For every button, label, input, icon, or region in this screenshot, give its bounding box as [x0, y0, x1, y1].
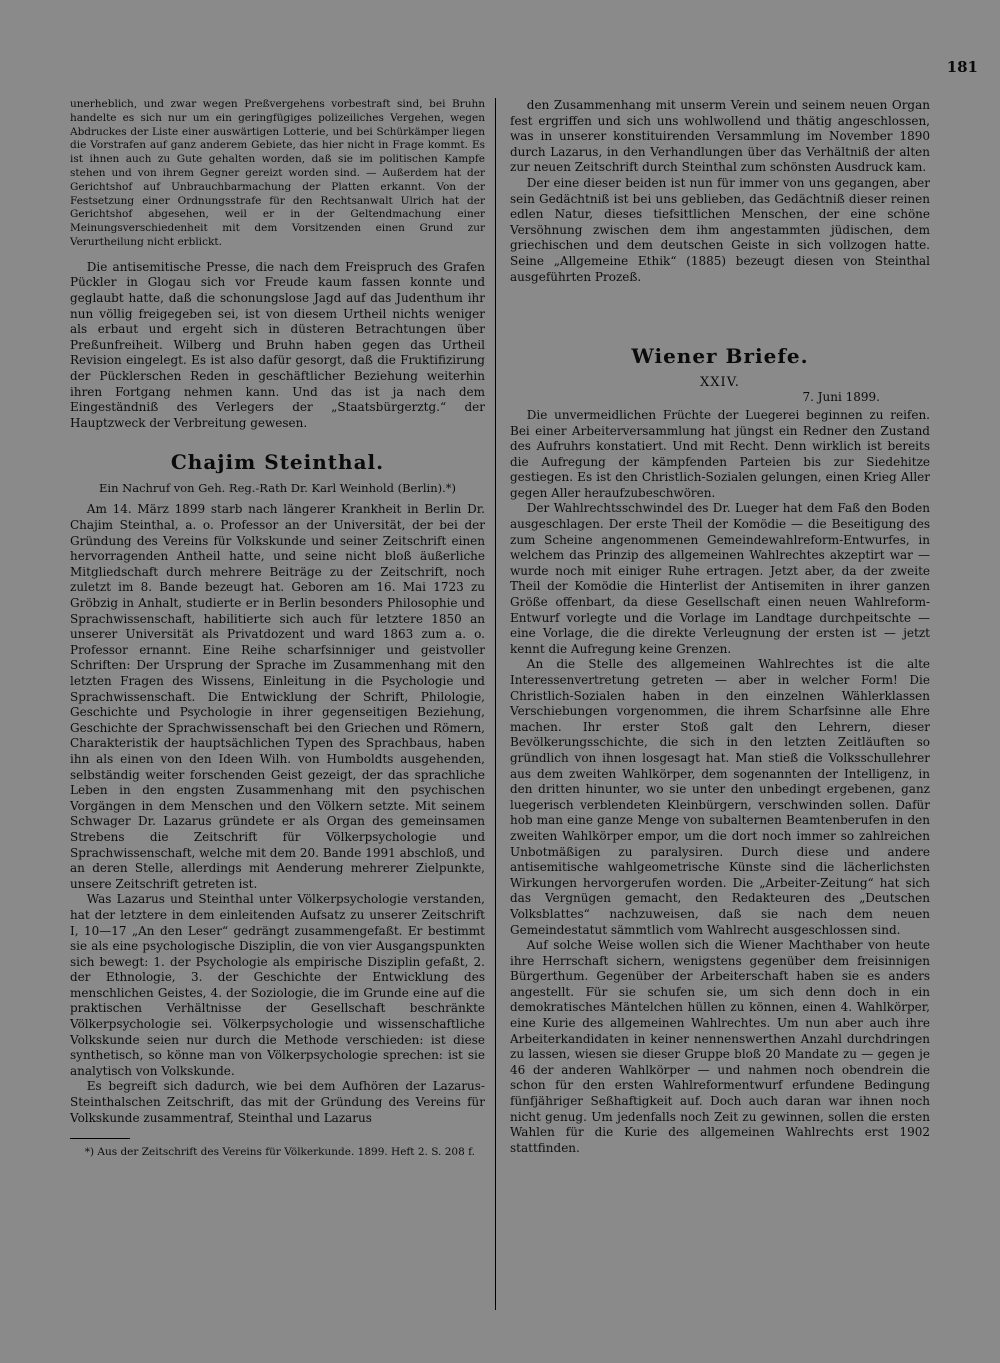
footnote-divider — [70, 1138, 130, 1139]
lead-in-text — [70, 98, 485, 250]
article-title: Chajim Steinthal. — [170, 450, 385, 475]
column-divider — [495, 98, 496, 1310]
body-paragraph: den Zusammenhang mit unserm Verein und seinem neuen Organ fest ergriffen und sich uns wohlwollend und thätig angeschlossen, was in unserer konstituirenden Versammlung im November 1890 durch Lazarus, in den Verhandlungen über das Verhältniß der alten zur neuen Zeitschrift durch Steinthal zum schönsten Ausdruck kam. — [510, 98, 930, 175]
body-paragraph: Was Lazarus und Steinthal unter Völkerpsychologie verstanden, hat der letztere in dem einleitenden Aufsatz zu unserer Zeitschrift I, 10—17 „An den Leser“ gedrängt zusammengefaßt. Er bestimmt sie als eine psychologische Disziplin, die von vier Ausgangspunkten sich bewegt: 1. der Psychologie als empirische Disziplin gefaßt, 2. der Ethnologie, 3. der Geschichte der Entwicklung des menschlichen Geistes, 4. der Soziologie, die im Grunde eine auf die praktischen Verhältnisse der Gesellschaft beschränkte Völkerpsychologie sei. Völkerpsychologie und wissenschaftliche Volkskunde seien nur durch die Methode verschieden: ist diese synthetisch, so könne man von Völkerpsychologie sprechen: ist sie analytisch von Volkskunde. — [70, 892, 485, 1078]
article-number: XXIV. — [700, 374, 740, 390]
footnote: *) Aus der Zeitschrift des Vereins für Völkerkunde. 1899. Heft 2. S. 208 f. — [84, 1146, 475, 1159]
right-column — [510, 98, 930, 1156]
body-paragraph: Der eine dieser beiden ist nun für immer von uns gegangen, aber sein Gedächtniß ist bei uns geblieben, das Gedächtniß dieser reinen edlen Natur, dieses tiefsittlichen Menschen, der eine schöne Versöhnung zwischen dem ihm angestammten jüdischen, dem griechischen und dem deutschen Geiste in sich vollzogen hatte. Seine „Allgemeine Ethik“ (1885) bezeugt diesen von Steinthal ausgeführten Prozeß. — [510, 175, 930, 284]
article-byline: Ein Nachruf von Geh. Reg.-Rath Dr. Karl Weinhold (Berlin).*) — [99, 480, 456, 495]
article-steinthal — [70, 450, 485, 1159]
left-column — [70, 98, 485, 1159]
body-paragraph: Auf solche Weise wollen sich die Wiener Machthaber von heute ihre Herrschaft sichern, wenigstens gegenüber dem freisinnigen Bürgerthum. Gegenüber der Arbeiterschaft haben sie es anders angestellt. Für sie schufen sie, um sich denn doch in ein demokratisches Mäntelchen hüllen zu können, einen 4. Wahlkörper, eine Kurie des allgemeinen Wahlrechtes. Um nun aber auch ihre Arbeiterkandidaten in keiner nennenswerthen Anzahl durchdringen zu lassen, wiesen sie dieser Gruppe bloß 20 Mandate zu — gegen je 46 der anderen Wahlkörper — und nahmen noch obendrein die schon für den ersten Wahlreformentwurf erfundene Bedingung fünfjähriger Seßhaftigkeit auf. Doch auch daran war ihnen noch nicht genug. Um jedenfalls noch Zeit zu gewinnen, sollen die ersten Wahlen für die Kurie des allgemeinen Wahlrechts erst 1902 stattfinden. — [510, 938, 930, 1155]
lead-in-paragraph: unerheblich, und zwar wegen Preßvergehens vorbestraft sind, bei Bruhn handelte es sich nur um ein geringfügiges polizeiliches Vergehen, wegen Abdruckes der Liste einer auswärtigen Lotterie, und bei Schürkämper liegen die Vorstrafen auf ganz anderem Gebiete, das hier nicht in Frage kommt. Es ist ihnen auch zu Gute gehalten worden, daß sie im politischen Kampfe stehen und von ihrem Gegner gereizt worden sind. — Außerdem hat der Gerichtshof auf Unbrauchbarmachung der Platten erkannt. Von der Festsetzung einer Ordnungsstrafe für den Rechtsanwalt Ulrich hat der Gerichtshof abgesehen, weil er in der Geltendmachung einer Meinungsverschiedenheit mit dem Vorsitzenden einen Grund zur Verurtheilung nicht erblickt. — [70, 98, 485, 248]
article-wiener-briefe — [510, 344, 930, 1156]
body-paragraph: Der Wahlrechtsschwindel des Dr. Lueger hat dem Faß den Boden ausgeschlagen. Der erste Theil der Komödie — die Beseitigung des zum Scheine angenommenen Gemeindewahlreform-Entwurfes, in welchem das Prinzip des allgemeinen Wahlrechtes akzeptirt war — wurde noch mit einiger Ruhe ertragen. Jetzt aber, da der zweite Theil der Komödie die Hinterlist der Antisemiten in ihrer ganzen Größe offenbart, da diese Gesellschaft einen neuen Wahlreform-Entwurf vorlegte und die Vorlage im Landtage durchpeitschte — eine Vorlage, die die direkte Verleugnung der ersten ist — jetzt kennt die Aufregung keine Grenzen. — [510, 501, 930, 656]
article-title: Wiener Briefe. — [631, 344, 809, 369]
body-paragraph: Es begreift sich dadurch, wie bei dem Aufhören der Lazarus-Steinthalschen Zeitschrift, das mit der Gründung des Vereins für Volkskunde zusammentraf, Steinthal und Lazarus — [70, 1079, 485, 1125]
body-paragraph: Die unvermeidlichen Früchte der Luegerei beginnen zu reifen. Bei einer Arbeiterversammlung hat jüngst ein Redner den Zustand des Aufruhrs konstatiert. Und mit Recht. Denn wirklich ist bereits die Aufregung der kämpfenden Parteien bis zur Siedehitze gestiegen. Es ist den Christlich-Sozialen gelungen, einen Krieg Aller gegen Aller heraufzubeschwören. — [510, 407, 930, 500]
body-paragraph: Am 14. März 1899 starb nach längerer Krankheit in Berlin Dr. Chajim Steinthal, a. o. Professor an der Universität, der bei der Gründung des Vereins für Volkskunde und seiner Zeitschrift einen hervorragenden Antheil hatte, und seine nicht bloß äußerliche Mitgliedschaft durch mehrere Beiträge zu der Zeitschrift, noch zuletzt im 8. Bande bezeugt hat. Geboren am 16. Mai 1723 zu Gröbzig in Anhalt, studierte er in Berlin besonders Philosophie und Sprachwissenschaft, habilitierte sich auch für letztere 1850 an unserer Universität als Privatdozent und ward 1863 zum a. o. Professor ernannt. Eine Reihe scharfsinniger und geistvoller Schriften: Der Ursprung der Sprache im Zusammenhang mit den letzten Fragen des Wissens, Einleitung in die Psychologie und Sprachwissenschaft. Die Entwicklung der Schrift, Philologie, Geschichte und Psychologie in ihrer gegenseitigen Beziehung, Geschichte der Sprachwissenschaft bei den Griechen und Römern, Charakteristik der hauptsächlichen Typen des Sprachbaus, haben ihn als einen von den Ideen Wilh. von Humboldts ausgehenden, selbständig weiter forschenden Geist gezeigt, der das sprachliche Leben in den engsten Zusammenhang mit den psychischen Vorgängen in dem Menschen und den Völkern setzte. Mit seinem Schwager Dr. Lazarus gründete er als Organ des gemeinsamen Strebens die Zeitschrift für Völkerpsychologie und Sprachwissenschaft, welche mit dem 20. Bande 1991 abschloß, und an deren Stelle, allerdings mit Aenderung mehrerer Zielpunkte, unsere Zeitschrift getreten ist. — [70, 502, 485, 891]
body-paragraph: Die antisemitische Presse, die nach dem Freispruch des Grafen Pückler in Glogau sich vor Freude kaum fassen konnte und geglaubt hatte, daß die schonungslose Jagd auf das Judenthum ihr nun völlig freigegeben sei, ist von diesem Urtheil nichts weniger als erbaut und ergeht sich in düsteren Betrachtungen über Preßunfreiheit. Wilberg und Bruhn haben gegen das Urtheil Revision eingelegt. Es ist also dafür gesorgt, daß die Fruktifizirung der Pücklerschen Reden in geschäftlicher Beziehung weiterhin ihren Fortgang nehmen kann. Und das ist ja nach dem Eingeständniß des Verlegers der „Staatsbürgerztg.“ der Hauptzweck der Verbreitung gewesen. — [70, 259, 485, 430]
article-date: 7. Juni 1899. — [802, 390, 880, 405]
page-number: 181 — [946, 58, 978, 76]
body-paragraph: An die Stelle des allgemeinen Wahlrechtes ist die alte Interessenvertretung getreten — aber in welcher Form! Die Christlich-Sozialen haben in den einzelnen Wählerklassen Verschiebungen vorgenommen, die ihrem Scharfsinne alle Ehre machen. Ihr erster Stoß galt den Lehrern, dieser Bevölkerungsschichte, die sich in den letzten Zeitläuften so gründlich von ihnen losgesagt hat. Man stieß die Volksschullehrer aus dem zweiten Wahlkörper, dem sogenannten der Intelligenz, in den dritten hinunter, wo sie unter den unbedingt ergebenen, ganz luegerisch verblendeten Kleinbürgern, verschwinden sollen. Dafür hob man eine ganze Menge von subalternen Beamtenberufen in den zweiten Wahlkörper empor, um die dort noch immer so zahlreichen Unbotmäßigen zu paralysiren. Durch diese und andere antisemitische wahlgeometrische Künste sind die lächerlichsten Wirkungen hervorgerufen worden. Die „Arbeiter-Zeitung“ hat sich das Vergnügen gemacht, den Redakteuren des „Deutschen Volksblattes“ nachzuweisen, daß sie nach dem neuen Gemeindestatut sämmtlich vom Wahlrecht ausgeschlossen sind. — [510, 657, 930, 937]
